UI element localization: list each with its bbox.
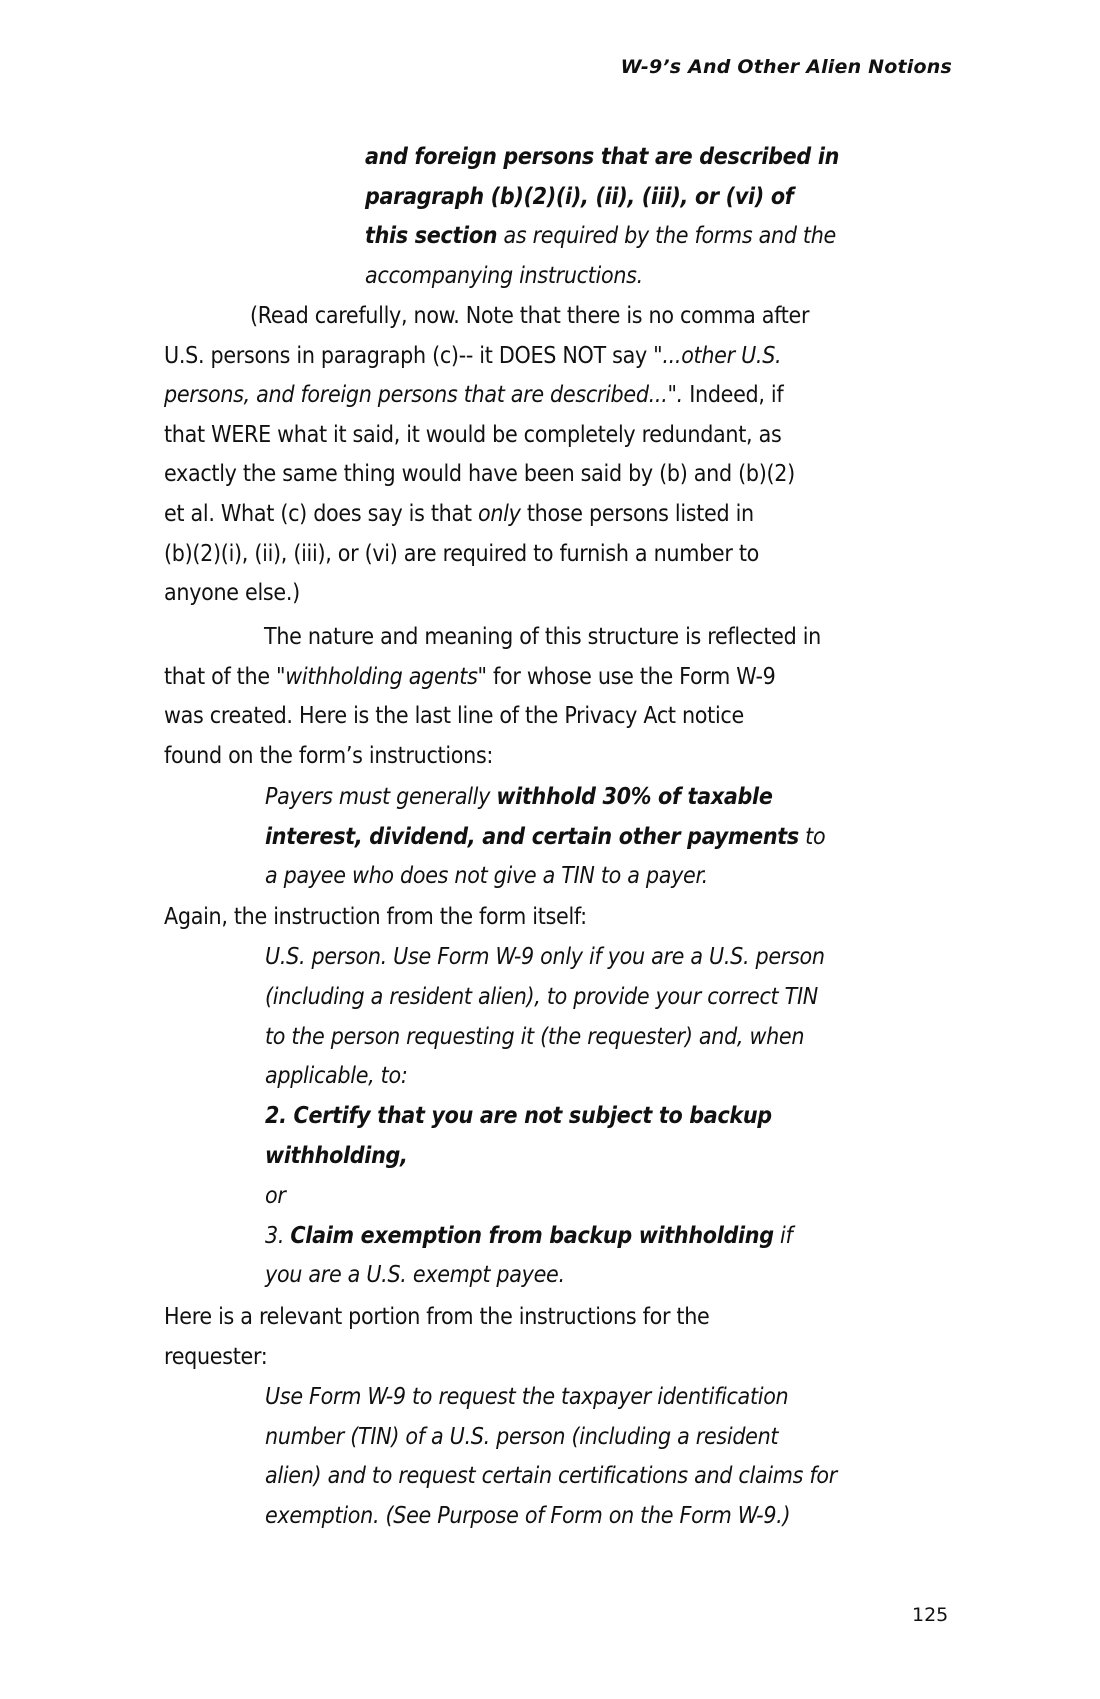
- text-run: withholding,: [265, 1143, 408, 1169]
- text-line: [265, 1422, 778, 1452]
- text-run: paragraph (b)(2)(i), (ii), (iii), or (vi) of: [365, 183, 794, 210]
- text-line: [365, 221, 836, 251]
- text-run: 3.: [265, 1222, 291, 1249]
- text-run: applicable, to:: [265, 1063, 408, 1090]
- text-run: accompanying instructions.: [365, 263, 643, 290]
- text-run: only: [477, 501, 521, 527]
- text-line: [164, 741, 493, 771]
- text-line: [265, 1461, 837, 1491]
- text-run: those persons listed in: [520, 501, 754, 527]
- text-line: [164, 539, 759, 569]
- text-line: [265, 1382, 788, 1412]
- text-line: [265, 1221, 792, 1251]
- text-line: [164, 662, 776, 692]
- text-line: [265, 822, 825, 852]
- text-run: and foreign persons that are described in: [365, 144, 840, 170]
- text-run: Use Form W-9 to request the taxpayer identification: [265, 1384, 789, 1410]
- text-line: [164, 459, 795, 489]
- text-run: you are a U.S. exempt payee.: [265, 1262, 565, 1289]
- text-line: [164, 341, 781, 371]
- text-line: [365, 142, 839, 172]
- text-line: [164, 1342, 267, 1372]
- text-line: [164, 578, 300, 608]
- text-run: (b)(2)(i), (ii), (iii), or (vi) are required to furnish a number to: [164, 540, 759, 567]
- text-line: [265, 1101, 772, 1131]
- text-line: [264, 622, 821, 652]
- text-run: Indeed, if: [682, 382, 784, 409]
- text-line: [164, 1302, 709, 1332]
- text-run: The nature and meaning of this structure is reflected in: [264, 624, 821, 650]
- text-run: et al. What (c) does say is that: [164, 501, 478, 527]
- text-run: U.S. persons in paragraph (c)-- it DOES NOT say: [164, 342, 654, 369]
- text-run: that WERE what it said, it would be completely redundant, as: [164, 421, 782, 448]
- text-line: [265, 1022, 804, 1052]
- text-run: anyone else.): [164, 580, 300, 607]
- text-line: [265, 1260, 565, 1290]
- text-run: to the person requesting it (the requester) and, when: [265, 1023, 805, 1050]
- text-run: withhold 30% of taxable: [496, 784, 773, 810]
- text-run: or: [265, 1182, 286, 1209]
- text-line: [164, 902, 587, 932]
- text-run: persons, and foreign persons that are described...".: [164, 382, 683, 409]
- text-run: for whose use the Form W-9: [486, 663, 776, 690]
- text-run: exemption. (See Purpose of Form on the Form W-9.): [265, 1502, 791, 1529]
- page-number: 125: [912, 1604, 949, 1626]
- text-line: [265, 942, 825, 972]
- text-line: [164, 420, 781, 450]
- text-line: [265, 1181, 286, 1211]
- text-run: interest, dividend, and certain other payments: [265, 823, 799, 850]
- text-line: [164, 701, 744, 731]
- text-run: number (TIN) of a U.S. person (including a resident: [265, 1423, 779, 1450]
- text-run: "withholding agents": [276, 663, 487, 690]
- text-run: "...other U.S.: [653, 342, 782, 369]
- text-run: exactly the same thing would have been said by (b) and (b)(2): [164, 461, 795, 488]
- text-run: requester:: [164, 1343, 268, 1370]
- text-run: was created. Here is the last line of the Privacy Act notice: [164, 703, 744, 730]
- text-run: Again, the instruction from the form itself:: [164, 904, 587, 930]
- text-line: [250, 301, 809, 331]
- text-run: 2. Certify that you are not subject to backup: [265, 1103, 772, 1130]
- text-run: as required by the forms and the: [497, 223, 836, 250]
- text-run: alien) and to request certain certifications and claims for: [265, 1463, 837, 1490]
- text-run: U.S. person. Use Form W-9 only if you are a U.S. person: [265, 944, 825, 970]
- text-run: found on the form’s instructions:: [164, 742, 494, 769]
- text-run: if: [773, 1222, 793, 1249]
- text-run: that of the: [164, 663, 277, 690]
- text-run: (including a resident alien), to provide your correct TIN: [265, 983, 818, 1010]
- text-line: [265, 861, 708, 891]
- text-line: [265, 1501, 790, 1531]
- text-run: Claim exemption from backup withholding: [290, 1222, 774, 1249]
- text-line: [365, 261, 643, 291]
- text-line: [164, 499, 754, 529]
- text-run: a payee who does not give a TIN to a payer.: [265, 863, 708, 890]
- text-line: [365, 182, 793, 212]
- text-line: [164, 380, 783, 410]
- text-run: this section: [365, 223, 498, 250]
- text-line: [265, 982, 818, 1012]
- running-header: W-9’s And Other Alien Notions: [620, 56, 952, 78]
- text-line: [265, 1141, 408, 1171]
- text-run: to: [798, 823, 826, 850]
- text-run: (Read carefully, now. Note that there is no comma after: [250, 303, 810, 329]
- text-line: [265, 1061, 408, 1091]
- text-run: Here is a relevant portion from the instructions for the: [164, 1304, 710, 1330]
- text-line: [265, 782, 773, 812]
- text-run: Payers must generally: [265, 784, 497, 810]
